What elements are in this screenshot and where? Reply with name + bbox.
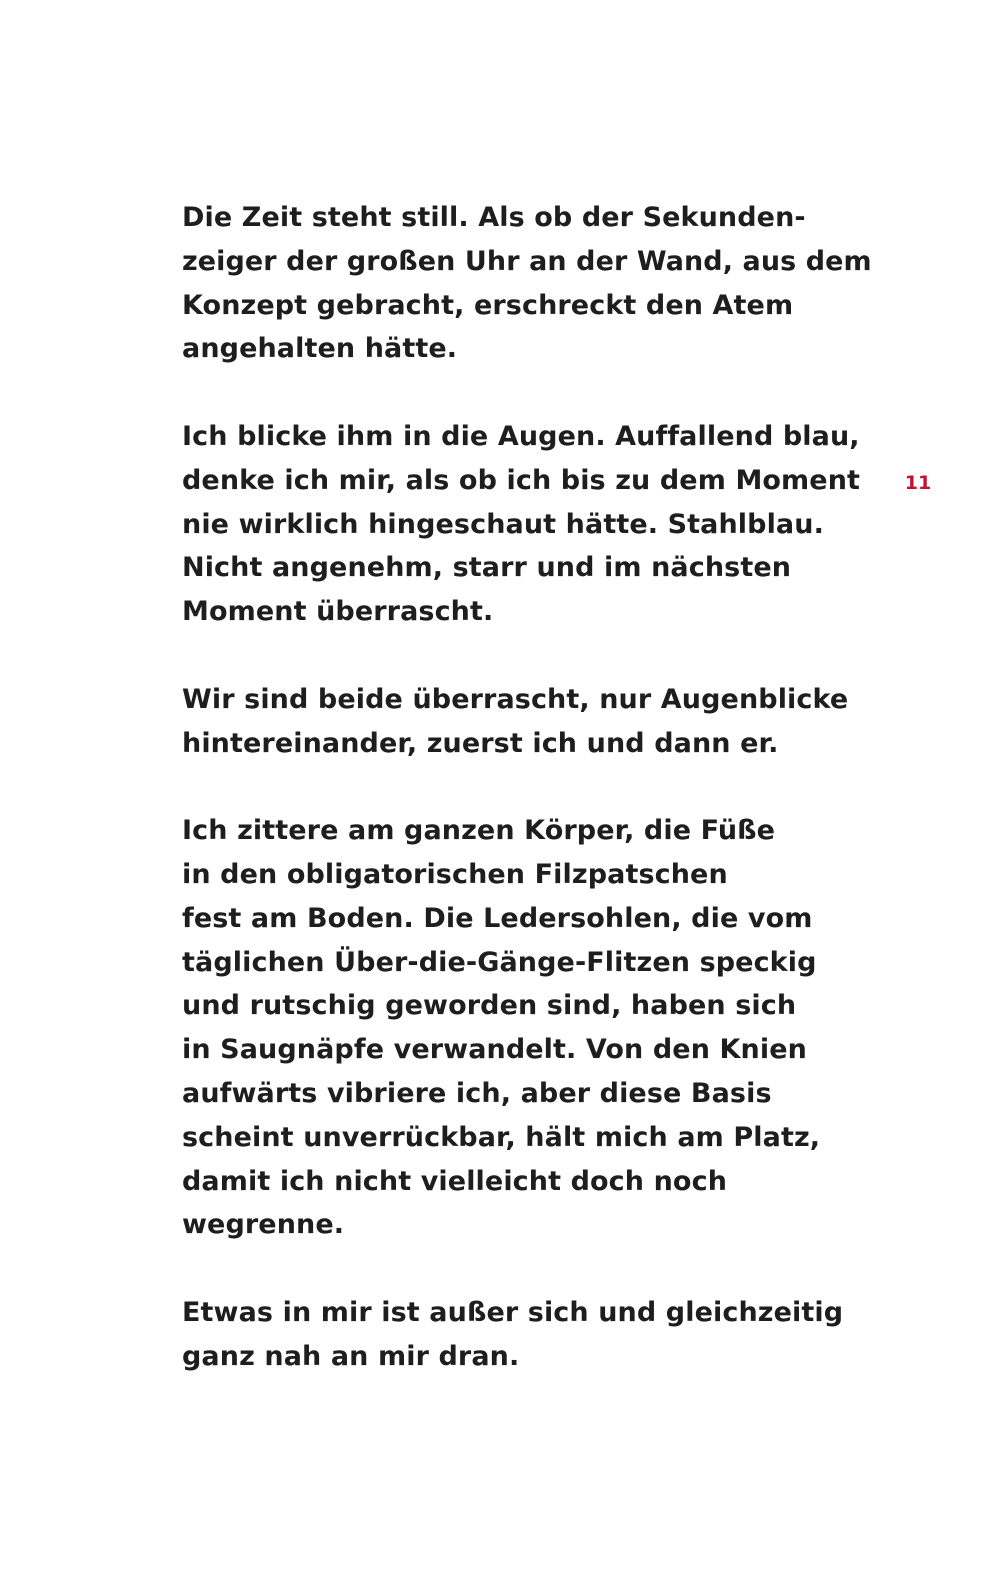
text-line: Konzept gebracht, erschreckt den Atem — [182, 289, 794, 321]
text-line: in Saugnäpfe verwandelt. Von den Knien — [182, 1034, 807, 1066]
text-line: hintereinander, zuerst ich und dann er. — [182, 727, 779, 759]
text-line: angehalten hätte. — [182, 333, 458, 365]
paragraph — [182, 415, 862, 634]
text-line: wegrenne. — [182, 1209, 345, 1241]
page-number: 11 — [904, 472, 932, 494]
text-line: nie wirklich hingeschaut hätte. Stahlblau. — [182, 508, 824, 540]
text-line: Nicht angenehm, starr und im nächsten — [182, 552, 792, 584]
text-line: Moment überrascht. — [182, 596, 494, 628]
paragraph — [182, 196, 872, 371]
text-line: Etwas in mir ist außer sich und gleichzeitig — [182, 1296, 844, 1328]
text-line: in den obligatorischen Filzpatschen — [182, 858, 728, 890]
paragraph — [182, 809, 862, 1247]
text-line: scheint unverrückbar, hält mich am Platz, — [182, 1121, 821, 1153]
text-line: denke ich mir, als ob ich bis zu dem Moment — [182, 464, 861, 496]
text-line: Ich blicke ihm in die Augen. Auffallend blau, — [182, 420, 860, 452]
paragraph — [182, 678, 862, 766]
text-line: damit ich nicht vielleicht doch noch — [182, 1165, 728, 1197]
text-line: zeiger der großen Uhr an der Wand, aus dem — [182, 245, 872, 277]
text-line: ganz nah an mir dran. — [182, 1340, 520, 1372]
text-line: fest am Boden. Die Ledersohlen, die vom — [182, 902, 813, 934]
text-line: Ich zittere am ganzen Körper, die Füße — [182, 815, 776, 847]
text-line: täglichen Über-die-Gänge-Flitzen speckig — [182, 946, 817, 978]
text-line: und rutschig geworden sind, haben sich — [182, 990, 797, 1022]
body-text — [182, 196, 872, 1379]
text-line: aufwärts vibriere ich, aber diese Basis — [182, 1077, 772, 1109]
text-line: Wir sind beide überrascht, nur Augenblicke — [182, 683, 849, 715]
paragraph — [182, 1291, 862, 1379]
text-line: Die Zeit steht still. Als ob der Sekunden- — [182, 202, 806, 233]
